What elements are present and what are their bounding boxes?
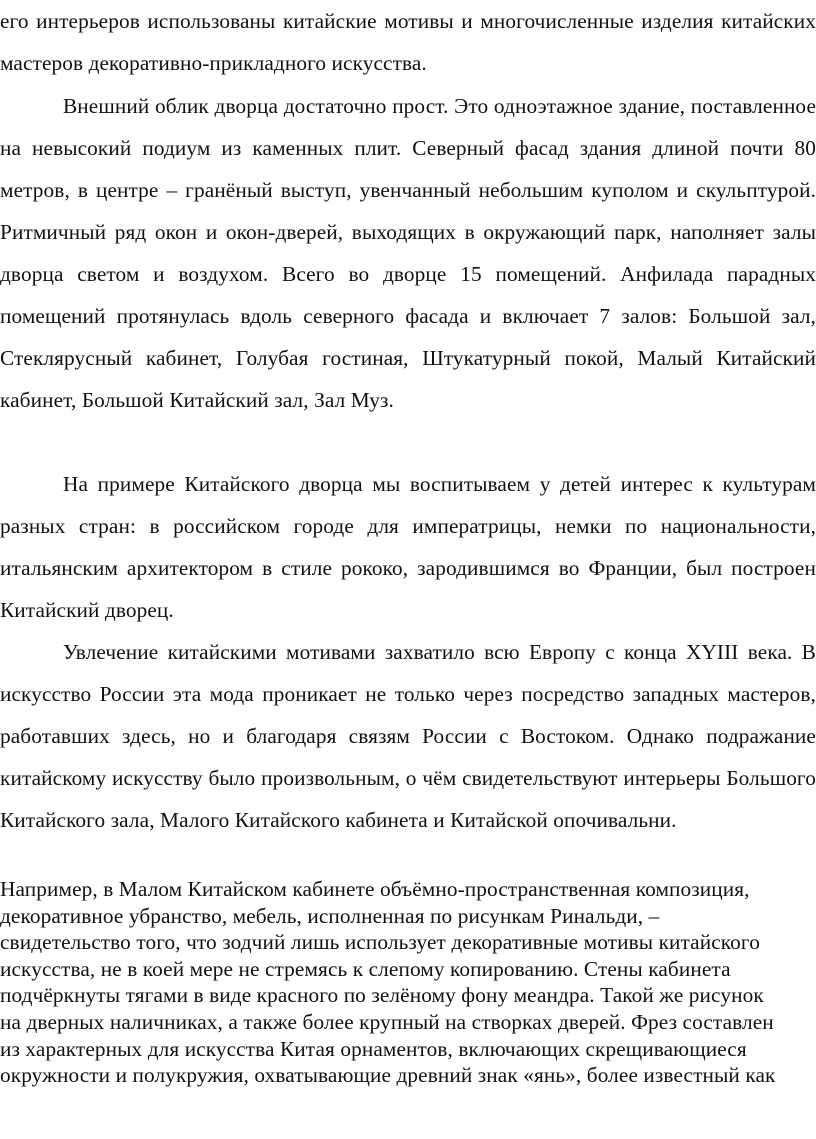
paragraph-palace-exterior: Внешний облик дворца достаточно прост. Это одноэтажное здание, поставленное на невысокий подиум из каменных плит. Северный фасад здания длиной почти 80 метров, в центре – гранёный выступ, увенчанный небольшим куполом и скульптурой. Ритмичный ряд окон и окон-дверей, выходящих в окружающий парк, наполняет залы дворца светом и воздухом. Всего во дворце 15 помещений. Анфилада парадных помещений протянулась вдоль северного фасада и включает 7 залов: Большой зал, Стеклярусный кабинет, Голубая гостиная, Штукатурный покой, Малый Китайский кабинет, Большой Китайский зал, Зал Муз. bbox=[0, 94, 816, 412]
paragraph-cultural-interest: На примере Китайского дворца мы воспитываем у детей интерес к культурам разных стран: в российском городе для императрицы, немки по национальности, итальянским архитектором в стиле рококо, зародившимся во Франции, был построен Китайский дворец. bbox=[0, 472, 816, 622]
paragraph-continuation: его интерьеров использованы китайские мотивы и многочисленные изделия китайских мастеров декоративно-прикладного искусства. bbox=[0, 9, 816, 75]
paragraph-chinese-motifs: Увлечение китайскими мотивами захватило всю Европу с конца XYIII века. В искусство России эта мода проникает не только через посредство западных мастеров, работавших здесь, но и благодаря связям России с Востоком. Однако подражание китайскому искусству было произвольным, о чём свидетельствуют интерьеры Большого Китайского зала, Малого Китайского кабинета и Китайской опочивальни. bbox=[0, 640, 816, 832]
paragraph-small-chinese-cabinet: Например, в Малом Китайском кабинете объёмно-пространственная композиция, декоративное убранство, мебель, исполненная по рисункам Ринальди, – свидетельство того, что зодчий лишь использует декоративные мотивы китайского искусства, не в коей мере не стремясь к слепому копированию. Стены кабинета подчёркнуты тягами в виде красного по зелёному фону меандра. Такой же рисунок на дверных наличниках, а также более крупный на створках дверей. Фрез составлен из характерных для искусства Китая орнаментов, включающих скрещивающиеся окружности и полукружия, охватывающие древний знак «янь», более известный как bbox=[0, 877, 776, 1088]
